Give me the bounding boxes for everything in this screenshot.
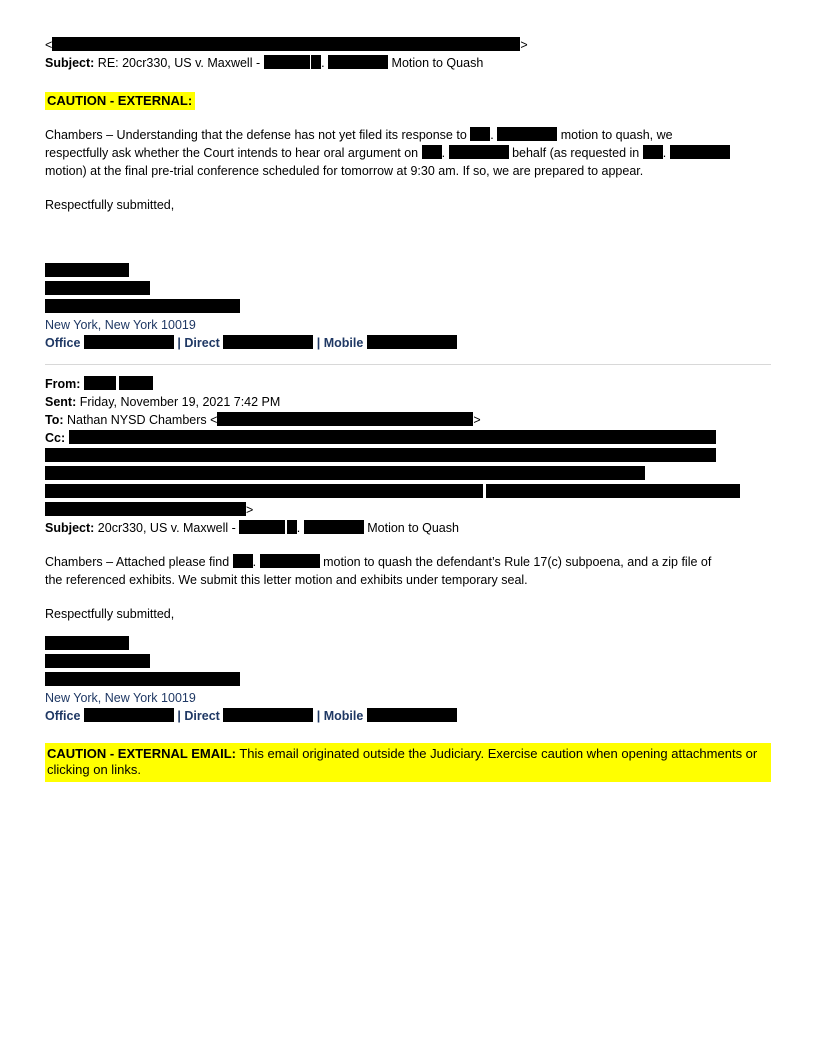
redaction-block	[84, 335, 174, 349]
redaction-block	[45, 654, 150, 668]
redaction-block	[45, 299, 240, 313]
angle-close: >	[473, 413, 481, 427]
reply-body	[45, 126, 771, 180]
subject-text: 20cr330, US v. Maxwell -	[97, 521, 236, 535]
caution-external-banner: CAUTION - EXTERNAL:	[45, 92, 195, 110]
body-dot: .	[441, 146, 446, 160]
redaction-block	[328, 55, 388, 69]
subject-suffix: Motion to Quash	[367, 521, 459, 535]
signature-address: New York, New York 10019	[45, 691, 196, 705]
original-body	[45, 553, 771, 589]
redaction-block	[45, 263, 129, 277]
redaction-block	[45, 281, 150, 295]
angle-close: >	[520, 38, 528, 52]
message-divider	[45, 364, 771, 365]
redaction-block	[287, 520, 297, 534]
office-label: Office	[45, 709, 81, 723]
redaction-block	[470, 127, 490, 141]
redaction-block	[45, 672, 240, 686]
redaction-block	[367, 708, 457, 722]
redaction-block	[69, 430, 716, 444]
direct-label: | Direct	[177, 336, 220, 350]
caution-external-email-banner	[45, 743, 771, 782]
body-dot: .	[662, 146, 667, 160]
body-text: motion to quash, we	[560, 128, 673, 142]
cc-label: Cc:	[45, 431, 66, 445]
redaction-block	[643, 145, 663, 159]
signature-phones	[45, 707, 771, 725]
redaction-block	[486, 484, 740, 498]
subject-dot: .	[321, 56, 325, 70]
reply-closing: Respectfully submitted,	[45, 198, 175, 212]
redaction-block	[45, 502, 246, 516]
email-document	[45, 36, 771, 782]
to-label: To:	[45, 413, 64, 427]
body-text: the referenced exhibits. We submit this letter motion and exhibits under temporary seal.	[45, 573, 528, 587]
office-label: Office	[45, 336, 81, 350]
redaction-block	[260, 554, 320, 568]
to-value: Nathan NYSD Chambers <	[67, 413, 218, 427]
redaction-block	[223, 708, 313, 722]
redaction-block	[264, 55, 310, 69]
caution-label: CAUTION - EXTERNAL EMAIL:	[47, 746, 236, 761]
body-text: motion) at the final pre-trial conference scheduled for tomorrow at 9:30 am. If so, we are prepared to appear.	[45, 164, 644, 178]
redaction-block	[449, 145, 509, 159]
body-dot: .	[490, 128, 494, 142]
reply-subject-line	[45, 54, 771, 72]
redaction-block	[223, 335, 313, 349]
original-header	[45, 375, 771, 537]
signature-address: New York, New York 10019	[45, 318, 196, 332]
reply-signature	[45, 262, 771, 352]
redaction-block	[311, 55, 321, 69]
body-text: Chambers – Attached please find	[45, 555, 230, 569]
redaction-block	[304, 520, 364, 534]
subject-suffix: Motion to Quash	[391, 56, 484, 70]
subject-text: RE: 20cr330, US v. Maxwell -	[97, 56, 261, 70]
subject-dot: .	[296, 521, 301, 535]
redaction-block	[45, 448, 716, 462]
caution-text: This email originated outside the Judiciary. Exercise caution when opening attachments or clicking on links.	[47, 746, 758, 777]
mobile-label: | Mobile	[316, 336, 364, 350]
angle-close: >	[246, 503, 254, 517]
redaction-block	[45, 466, 645, 480]
redaction-block	[52, 37, 520, 51]
subject-label: Subject:	[45, 521, 95, 535]
from-label: From:	[45, 377, 81, 391]
original-closing: Respectfully submitted,	[45, 607, 175, 621]
sent-label: Sent:	[45, 395, 77, 409]
redaction-block	[239, 520, 285, 534]
direct-label: | Direct	[177, 709, 220, 723]
redaction-block	[84, 708, 174, 722]
redaction-block	[233, 554, 253, 568]
body-text: motion to quash the defendant’s Rule 17(c) subpoena, and a zip file of	[323, 555, 712, 569]
redaction-block	[670, 145, 730, 159]
redaction-block	[367, 335, 457, 349]
redaction-block	[217, 412, 473, 426]
redaction-block	[45, 636, 129, 650]
subject-label: Subject:	[45, 56, 95, 70]
angle-open: <	[45, 38, 53, 52]
original-signature	[45, 635, 771, 725]
mobile-label: | Mobile	[316, 709, 364, 723]
body-text: behalf (as requested in	[512, 146, 640, 160]
redaction-block	[497, 127, 557, 141]
body-text: Chambers – Understanding that the defense has not yet filed its response to	[45, 128, 467, 142]
redaction-block	[45, 484, 483, 498]
body-dot: .	[252, 555, 257, 569]
redaction-block	[422, 145, 442, 159]
redaction-block	[84, 376, 116, 390]
reply-to-line	[45, 36, 771, 54]
sent-value: Friday, November 19, 2021 7:42 PM	[79, 395, 281, 409]
signature-phones	[45, 334, 771, 352]
body-text: respectfully ask whether the Court intends to hear oral argument on	[45, 146, 419, 160]
redaction-block	[119, 376, 153, 390]
